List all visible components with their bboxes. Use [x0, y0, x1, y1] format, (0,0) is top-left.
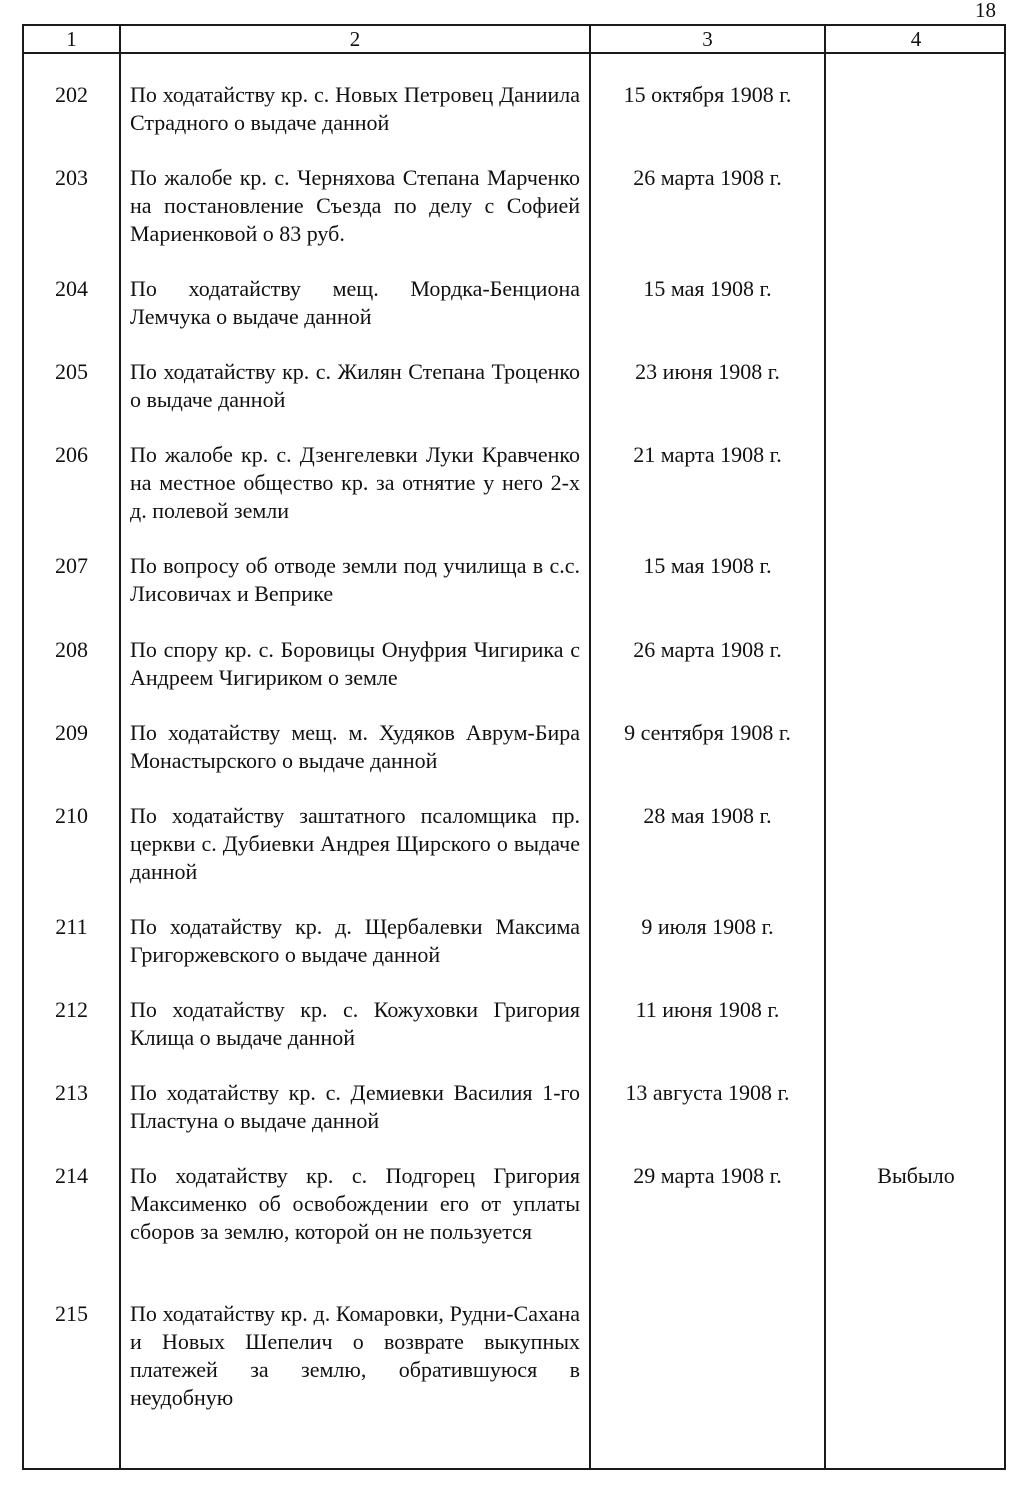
case-description: По спору кр. с. Боровицы Онуфрия Чигирика с Андреем Чигириком о земле — [130, 637, 580, 690]
case-description: По ходатайству кр. с. Подгорец Григория Максименко об освобождении его от уплаты сборов за землю, которой он не пользуется — [130, 1163, 580, 1244]
case-number: 211 — [55, 914, 88, 939]
column-divider — [824, 26, 826, 1468]
case-number: 206 — [55, 442, 88, 467]
case-number: 212 — [55, 997, 88, 1022]
header-col-2: 2 — [349, 27, 361, 51]
case-date: 13 августа 1908 г. — [625, 1080, 790, 1105]
case-description: По ходатайству мещ. Мордка-Бенциона Лемчука о выдаче данной — [130, 276, 580, 329]
case-description: По ходатайству кр. д. Комаровки, Рудни-Сахана и Новых Шепелич о возврате выкупных платежей за землю, обратившуюся в неудобную — [130, 1301, 580, 1410]
case-description: По ходатайству кр. д. Щербалевки Максима Григоржевского о выдаче данной — [130, 914, 580, 967]
case-date: 11 июня 1908 г. — [635, 997, 780, 1022]
case-description: По ходатайству кр. с. Кожуховки Григория Клища о выдаче данной — [130, 997, 580, 1050]
case-number: 207 — [55, 553, 88, 578]
case-number: 205 — [55, 359, 88, 384]
case-number: 202 — [55, 82, 88, 107]
case-date: 15 мая 1908 г. — [643, 553, 772, 578]
register-table — [22, 24, 1006, 1470]
case-number: 203 — [55, 165, 88, 190]
case-number: 213 — [55, 1080, 88, 1105]
case-description: По ходатайству кр. с. Демиевки Василия 1-го Пластуна о выдаче данной — [130, 1080, 580, 1133]
column-divider — [589, 26, 591, 1468]
case-description: По ходатайству мещ. м. Худяков Аврум-Бира Монастырского о выдаче данной — [130, 720, 580, 773]
case-number: 214 — [55, 1163, 88, 1188]
case-date: 28 мая 1908 г. — [643, 803, 772, 828]
case-date: 15 мая 1908 г. — [643, 276, 772, 301]
case-date: 26 марта 1908 г. — [633, 165, 782, 190]
case-date: 9 сентября 1908 г. — [624, 720, 791, 745]
case-date: 23 июня 1908 г. — [635, 359, 780, 384]
case-number: 215 — [55, 1301, 88, 1326]
case-description: По ходатайству кр. с. Жилян Степана Троценко о выдаче данной — [130, 359, 580, 412]
case-description: По ходатайству заштатного псаломщика пр. церкви с. Дубиевки Андрея Щирского о выдаче данной — [130, 803, 580, 884]
header-col-1: 1 — [66, 27, 77, 51]
header-col-3: 3 — [702, 27, 713, 51]
case-number: 208 — [55, 637, 88, 662]
case-date: 21 марта 1908 г. — [633, 442, 782, 467]
case-date: 9 июля 1908 г. — [641, 914, 774, 939]
case-number: 204 — [55, 276, 88, 301]
case-description: По ходатайству кр. с. Новых Петровец Даниила Страдного о выдаче данной — [130, 82, 580, 135]
column-divider — [119, 26, 121, 1468]
header-col-4: 4 — [910, 27, 922, 51]
page-number: 18 — [975, 0, 996, 22]
case-description: По жалобе кр. с. Черняхова Степана Марченко на постановление Съезда по делу с Софией Мариенковой о 83 руб. — [130, 165, 580, 246]
case-date: 29 марта 1908 г. — [633, 1163, 782, 1188]
case-description: По жалобе кр. с. Дзенгелевки Луки Кравченко на местное общество кр. за отнятие у него 2-х д. полевой земли — [130, 442, 580, 523]
case-note: Выбыло — [877, 1163, 955, 1188]
case-description: По вопросу об отводе земли под училища в с.с. Лисовичах и Веприке — [130, 553, 580, 606]
case-date: 26 марта 1908 г. — [633, 637, 782, 662]
case-number: 209 — [55, 720, 88, 745]
table-header — [24, 26, 1004, 54]
case-date: 15 октября 1908 г. — [623, 82, 792, 107]
case-number: 210 — [55, 803, 88, 828]
